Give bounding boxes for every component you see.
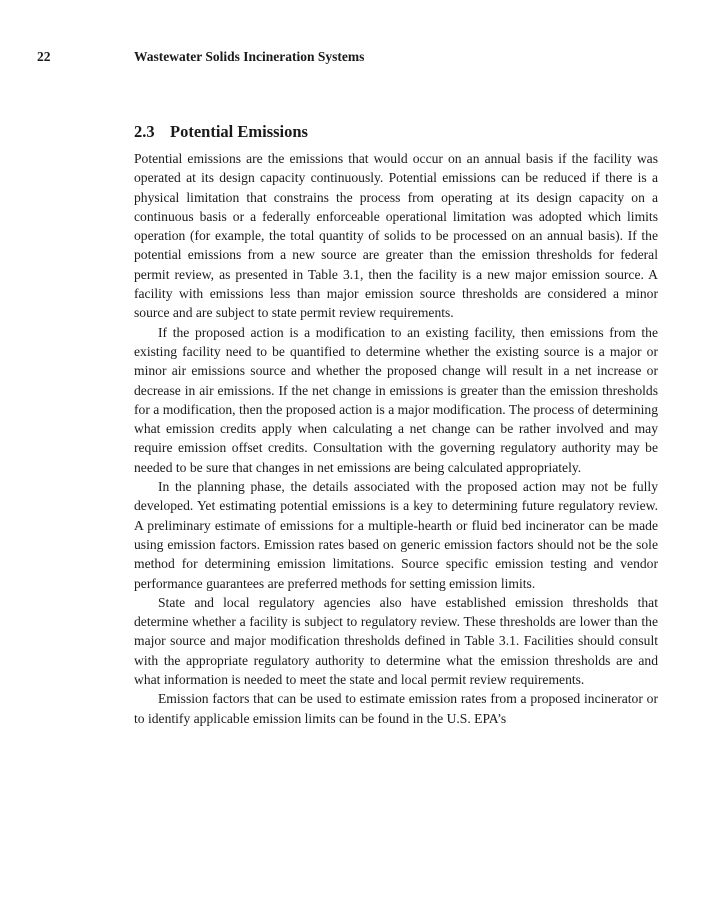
page-body [134, 121, 658, 728]
paragraph-state-local-thresholds: State and local regulatory agencies also have established emission thresholds that determine whether a facility is subject to regulatory review. These thresholds are lower than the major source and major modification thresholds defined in Table 3.1. Facilities should consult with the appropriate regulatory authority to determine what the emission thresholds are and what information is needed to meet the state and local permit review requirements. [134, 594, 658, 688]
paragraph-potential-emissions-definition: Potential emissions are the emissions that would occur on an annual basis if the facility was operated at its design capacity continuously. Potential emissions can be reduced if there is a physical limitation that constrains the process from operating at its design capacity on a continuous basis or a federally enforceable operational limitation was adopted which limits operation (for example, the total quantity of solids to be processed on an annual basis). If the potential emissions from a new source are greater than the emission thresholds for federal permit review, as presented in Table 3.1, then the facility is a new major emission source. A facility with emissions less than major emission source thresholds are considered a minor source and are subject to state permit review requirements. [134, 151, 658, 321]
book-title: Wastewater Solids Incineration Systems [134, 49, 365, 64]
running-head [0, 49, 707, 69]
page-number: 22 [37, 49, 51, 64]
paragraph-planning-phase: In the planning phase, the details associated with the proposed action may not be fully developed. Yet estimating potential emissions is a key to determining future regulatory review. A preliminary estimate of emissions for a multiple-hearth or fluid bed incinerator can be made using emission factors. Emission rates based on generic emission factors should not be the sole method for determining emission limitations. Source specific emission testing and vendor performance guarantees are preferred methods for setting emission limits. [134, 479, 658, 591]
paragraph-modification: If the proposed action is a modification to an existing facility, then emissions from the existing facility need to be quantified to determine whether the existing source is a major or minor air emissions source and whether the proposed change will result in a net increase or decrease in air emissions. If the net change in emissions is greater than the emission thresholds for a modification, then the proposed action is a major modification. The process of determining what emission credits apply when calculating a net change can be rather involved and may require emission offset credits. Consultation with the governing regulatory authority may be needed to be sure that changes in net emissions are being calculated appropriately. [134, 324, 658, 475]
section-number: 2.3 [134, 122, 155, 141]
section-heading [134, 121, 658, 143]
section-title: Potential Emissions [170, 122, 308, 141]
paragraph-emission-factors: Emission factors that can be used to estimate emission rates from a proposed incinerator or to identify applicable emission limits can be found in the U.S. EPA’s [134, 691, 658, 726]
